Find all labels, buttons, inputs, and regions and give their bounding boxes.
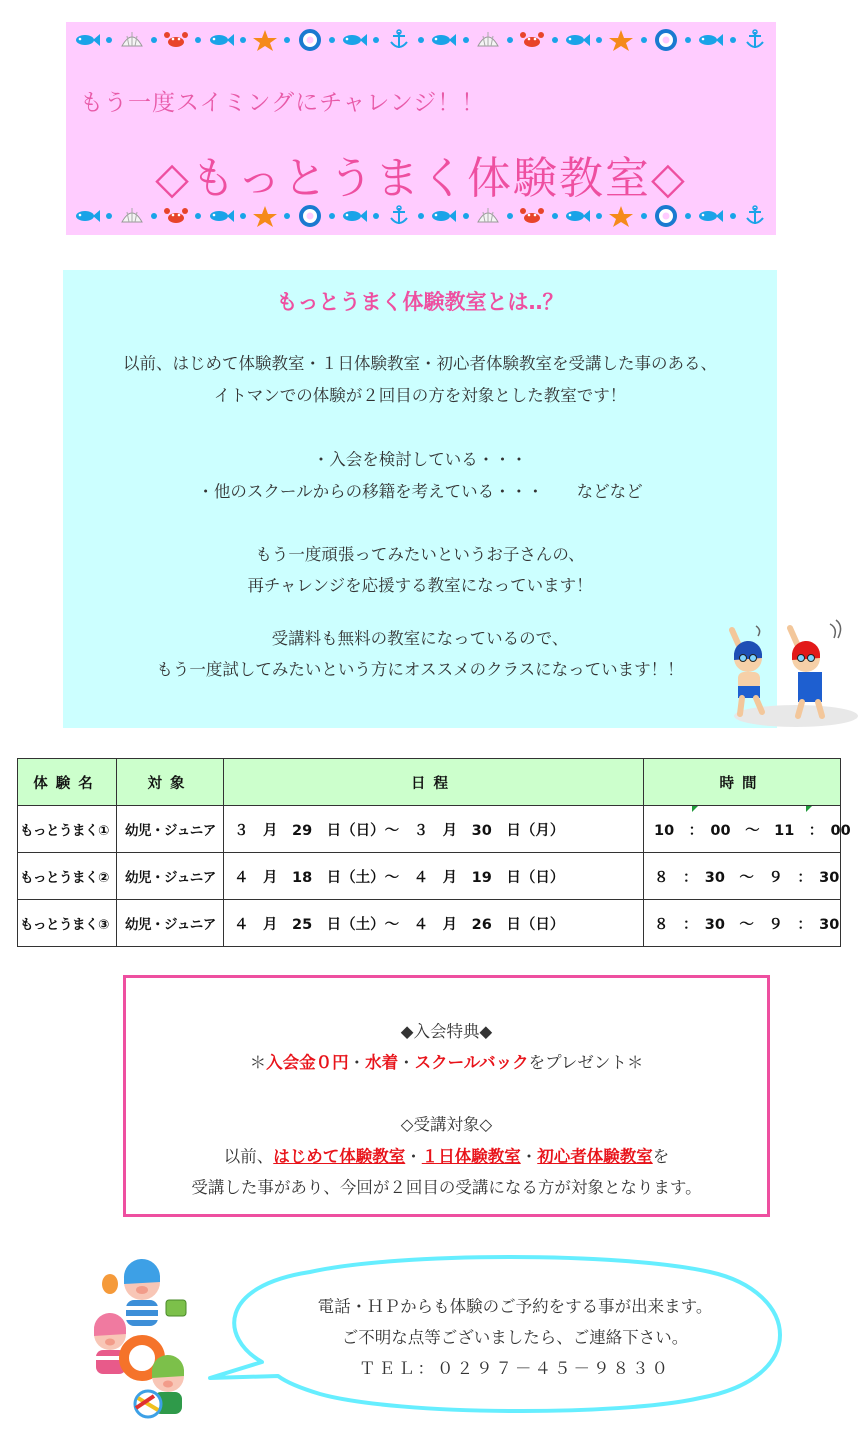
row-target: 幼児・ジュニア [117, 900, 224, 947]
dot-icon [596, 37, 602, 43]
header-banner [66, 22, 776, 235]
dot-icon [151, 37, 157, 43]
present-sep: ・ [398, 1053, 415, 1072]
anchor-icon [740, 204, 770, 228]
target-line-1 [126, 1143, 767, 1167]
target-suffix: を [652, 1147, 670, 1166]
crab-icon [517, 28, 547, 52]
row-time: ８ ： 30 ～ ９ ： 30 [644, 900, 841, 947]
info-line: 再チャレンジを応援する教室になっています！ [247, 576, 593, 595]
fish-icon [72, 204, 102, 228]
table-row [18, 853, 841, 900]
dot-icon [730, 213, 736, 219]
contact-phone: ＴＥＬ：０２９７－４５－９８３０ [359, 1359, 671, 1378]
fish-icon [562, 28, 592, 52]
course-shoshinsha: 初心者体験教室 [537, 1147, 653, 1166]
lifebuoy-icon [295, 28, 325, 52]
anchor-icon [384, 204, 414, 228]
dot-icon [329, 213, 335, 219]
dot-icon [463, 213, 469, 219]
row-name: もっとうまく③ [18, 900, 117, 947]
target-title: ◇受講対象◇ [400, 1115, 493, 1134]
table-row [18, 806, 841, 853]
info-line: ・他のスクールからの移籍を考えている・・・ などなど [197, 482, 643, 501]
dot-icon [151, 213, 157, 219]
present-prefix: ＊ [249, 1053, 267, 1072]
target-line-2: 受講した事があり、今回が２回目の受講になる方が対象となります。 [191, 1178, 702, 1197]
course-sep: ・ [405, 1147, 422, 1166]
dot-icon [106, 213, 112, 219]
row-name: もっとうまく① [18, 806, 117, 853]
fish-icon [72, 28, 102, 52]
info-line: もう一度試してみたいという方にオススメのクラスになっています！！ [156, 660, 684, 679]
row-date: ３ 月 29 日（日）～ ３ 月 30 日（月） [224, 806, 644, 853]
pig-swimmers-illustration [80, 1258, 210, 1428]
banner-title: ◇もっとうまく体験教室◇ [155, 153, 687, 204]
crab-icon [161, 28, 191, 52]
dot-icon [284, 37, 290, 43]
cell-marker-icon [692, 806, 698, 812]
header-date: 日程 [224, 759, 644, 806]
dot-icon [373, 37, 379, 43]
dot-icon [195, 37, 201, 43]
fish-icon [695, 28, 725, 52]
course-hajimete: はじめて体験教室 [273, 1147, 406, 1166]
shell-icon [473, 28, 503, 52]
dot-icon [195, 213, 201, 219]
shell-icon [473, 204, 503, 228]
header-time: 時間 [644, 759, 841, 806]
starfish-icon [250, 204, 280, 228]
shell-icon [117, 28, 147, 52]
shell-icon [117, 204, 147, 228]
starfish-icon [606, 204, 636, 228]
header-target: 対象 [117, 759, 224, 806]
schedule-table [17, 758, 851, 947]
course-sep: ・ [520, 1147, 538, 1166]
info-box [63, 270, 777, 728]
dot-icon [418, 213, 424, 219]
benefit-box [123, 975, 770, 1217]
row-time-text: 10 ： 00 ～ 11 ： 00 [654, 822, 851, 839]
dot-icon [373, 213, 379, 219]
lifebuoy-icon [651, 204, 681, 228]
speech-bubble [200, 1250, 800, 1415]
dot-icon [240, 37, 246, 43]
dot-icon [418, 37, 424, 43]
dot-icon [240, 213, 246, 219]
present-item-bag: スクールバック [414, 1053, 529, 1072]
row-time: ８ ： 30 ～ ９ ： 30 [644, 853, 841, 900]
crab-icon [517, 204, 547, 228]
info-line: 受講料も無料の教室になっているので、 [271, 629, 569, 648]
dot-icon [641, 37, 647, 43]
present-item-swimsuit: 水着 [365, 1053, 399, 1072]
row-time [644, 806, 851, 853]
dot-icon [685, 213, 691, 219]
lifebuoy-icon [295, 204, 325, 228]
present-sep: ・ [348, 1053, 366, 1072]
fish-icon [695, 204, 725, 228]
dot-icon [329, 37, 335, 43]
dot-icon [552, 213, 558, 219]
cell-marker-icon [806, 806, 812, 812]
fish-icon [206, 28, 236, 52]
fish-icon [428, 28, 458, 52]
row-target: 幼児・ジュニア [117, 853, 224, 900]
table-header-row [18, 759, 841, 806]
dot-icon [463, 37, 469, 43]
fish-icon [206, 204, 236, 228]
swimming-kids-illustration [718, 618, 858, 730]
dot-icon [106, 37, 112, 43]
present-item-fee: 入会金０円 [266, 1053, 349, 1072]
starfish-icon [250, 28, 280, 52]
anchor-icon [384, 28, 414, 52]
info-line: もう一度頑張ってみたいというお子さんの、 [255, 545, 585, 564]
dot-icon [641, 213, 647, 219]
fish-icon [428, 204, 458, 228]
crab-icon [161, 204, 191, 228]
course-ichinichi: １日体験教室 [421, 1147, 521, 1166]
row-name: もっとうまく② [18, 853, 117, 900]
decoration-row-top [72, 26, 770, 54]
dot-icon [596, 213, 602, 219]
dot-icon [507, 37, 513, 43]
table-row [18, 900, 841, 947]
contact-line-1: 電話・ＨＰからも体験のご予約をする事が出来ます。 [317, 1297, 713, 1316]
dot-icon [730, 37, 736, 43]
fish-icon [339, 204, 369, 228]
dot-icon [507, 213, 513, 219]
fish-icon [339, 28, 369, 52]
row-target: 幼児・ジュニア [117, 806, 224, 853]
row-date: ４ 月 25 日（土）～ ４ 月 26 日（日） [224, 900, 644, 947]
starfish-icon [606, 28, 636, 52]
banner-subtitle: もう一度スイミングにチャレンジ！！ [80, 90, 486, 116]
dot-icon [284, 213, 290, 219]
info-line: 以前、はじめて体験教室・１日体験教室・初心者体験教室を受講した事のある、 [123, 354, 717, 373]
benefit-title: ◆入会特典◆ [400, 1022, 493, 1041]
decoration-row-bottom [72, 202, 770, 230]
dot-icon [685, 37, 691, 43]
lifebuoy-icon [651, 28, 681, 52]
fish-icon [562, 204, 592, 228]
benefit-present-line [126, 1049, 767, 1073]
present-suffix: をプレゼント＊ [528, 1053, 644, 1072]
info-line: イトマンでの体験が２回目の方を対象とした教室です！ [213, 386, 627, 405]
dot-icon [552, 37, 558, 43]
info-heading: もっとうまく体験教室とは‥？ [276, 290, 564, 314]
contact-line-2: ご不明な点等ございましたら、ご連絡下さい。 [341, 1328, 689, 1347]
anchor-icon [740, 28, 770, 52]
row-date: ４ 月 18 日（土）～ ４ 月 19 日（日） [224, 853, 644, 900]
info-line: ・入会を検討している・・・ [312, 450, 528, 469]
header-name: 体験名 [18, 759, 117, 806]
target-prefix: 以前、 [223, 1147, 274, 1166]
